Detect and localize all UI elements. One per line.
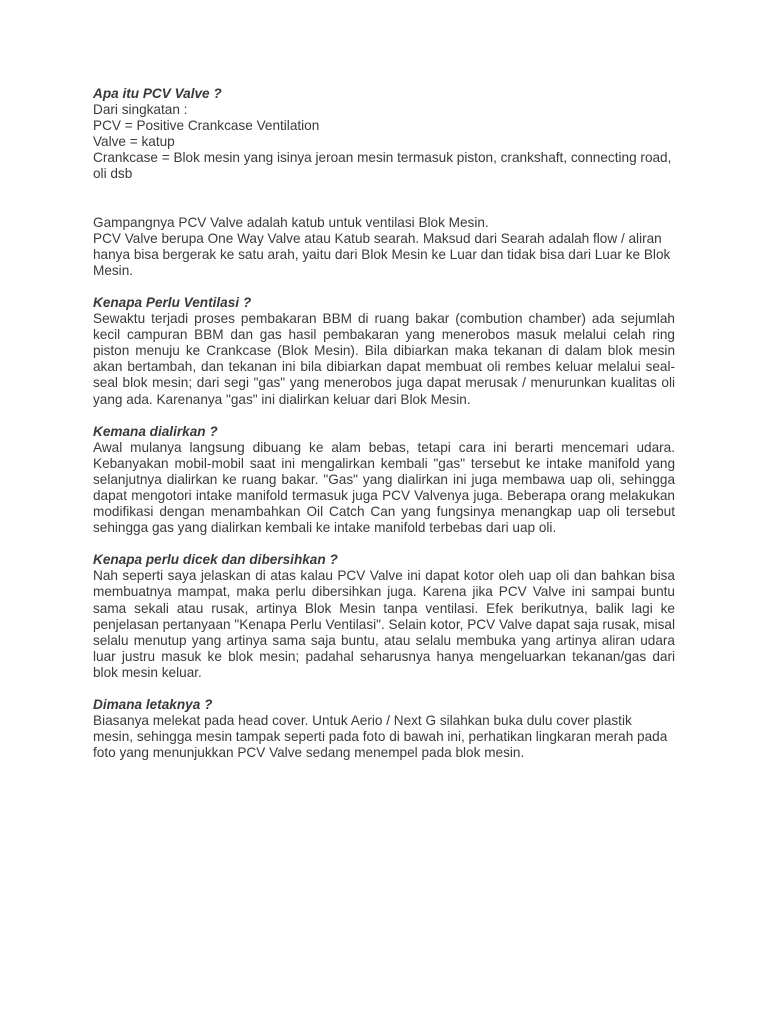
section-check-clean	[93, 552, 675, 681]
definition-line: Crankcase = Blok mesin yang isinya jeroan mesin termasuk piston, crankshaft, connecting road, oli dsb	[93, 150, 672, 182]
section-heading: Kenapa perlu dicek dan dibersihkan ?	[93, 552, 338, 568]
definition-line: PCV = Positive Crankcase Ventilation	[93, 118, 320, 134]
section-where-flow	[93, 424, 675, 537]
definition-line: Valve = katup	[93, 134, 175, 150]
section-body: Nah seperti saya jelaskan di atas kalau PCV Valve ini dapat kotor oleh uap oli dan bahkan bisa membuatnya mampat, maka perlu dibersihkan juga. Karena jika PCV Valve ini sampai buntu sama sekali atau rusak, artinya Blok Mesin tanpa ventilasi. Efek berikutnya, balik lagi ke penjelasan pertanyaan "Kenapa Perlu Ventilasi". Selain kotor, PCV Valve dapat saja rusak, misal selalu menutup yang artinya sama saja buntu, atau selalu membuka yang artinya aliran udara luar justru masuk ke blok mesin; padahal seharusnya hanya mengeluarkan tekanan/gas dari blok mesin keluar.	[93, 568, 675, 680]
definition-line: Dari singkatan :	[93, 102, 188, 118]
section-heading: Dimana letaknya ?	[93, 697, 213, 712]
section-why-ventilation	[93, 295, 675, 408]
section-heading: Kemana dialirkan ?	[93, 423, 218, 439]
document-page	[93, 86, 675, 777]
summary-paragraph: Gampangnya PCV Valve adalah katub untuk ventilasi Blok Mesin.	[93, 214, 489, 230]
section-heading: Apa itu PCV Valve ?	[93, 86, 222, 101]
section-heading: Kenapa Perlu Ventilasi ?	[93, 294, 252, 310]
section-location	[93, 697, 675, 761]
section-summary	[93, 215, 675, 279]
section-body: Biasanya melekat pada head cover. Untuk Aerio / Next G silahkan buka dulu cover plastik mesin, sehingga mesin tampak seperti pada foto di bawah ini, perhatikan lingkaran merah pada foto yang menunjukkan PCV Valve sedang menempel pada blok mesin.	[93, 713, 668, 761]
section-what-is-pcv	[93, 86, 675, 183]
summary-paragraph: PCV Valve berupa One Way Valve atau Katub searah. Maksud dari Searah adalah flow / aliran hanya bisa bergerak ke satu arah, yaitu dari Blok Mesin ke Luar dan tidak bisa dari Luar ke Blok Mesin.	[93, 230, 671, 278]
section-body: Sewaktu terjadi proses pembakaran BBM di ruang bakar (combution chamber) ada sejumlah kecil campuran BBM dan gas hasil pembakaran yang menerobos masuk melalui celah ring piston menuju ke Crankcase (Blok Mesin). Bila dibiarkan maka tekanan di dalam blok mesin akan bertambah, dan tekanan ini bila dibiarkan dapat membuat oli rembes keluar melalui seal-seal blok mesin; dari segi "gas" yang menerobos juga dapat merusak / menurunkan kualitas oli yang ada. Karenanya "gas" ini dialirkan keluar dari Blok Mesin.	[93, 311, 675, 407]
section-body: Awal mulanya langsung dibuang ke alam bebas, tetapi cara ini berarti mencemari udara. Kebanyakan mobil-mobil saat ini mengalirkan kembali "gas" tersebut ke intake manifold yang selanjutnya dialirkan ke ruang bakar. "Gas" yang dialirkan ini juga membawa uap oli, sehingga dapat mengotori intake manifold termasuk juga PCV Valvenya juga. Beberapa orang melakukan modifikasi dengan menambahkan Oil Catch Can yang fungsinya menangkap uap oli tersebut sehingga gas yang dialirkan kembali ke intake manifold terbebas dari uap oli.	[93, 439, 675, 536]
